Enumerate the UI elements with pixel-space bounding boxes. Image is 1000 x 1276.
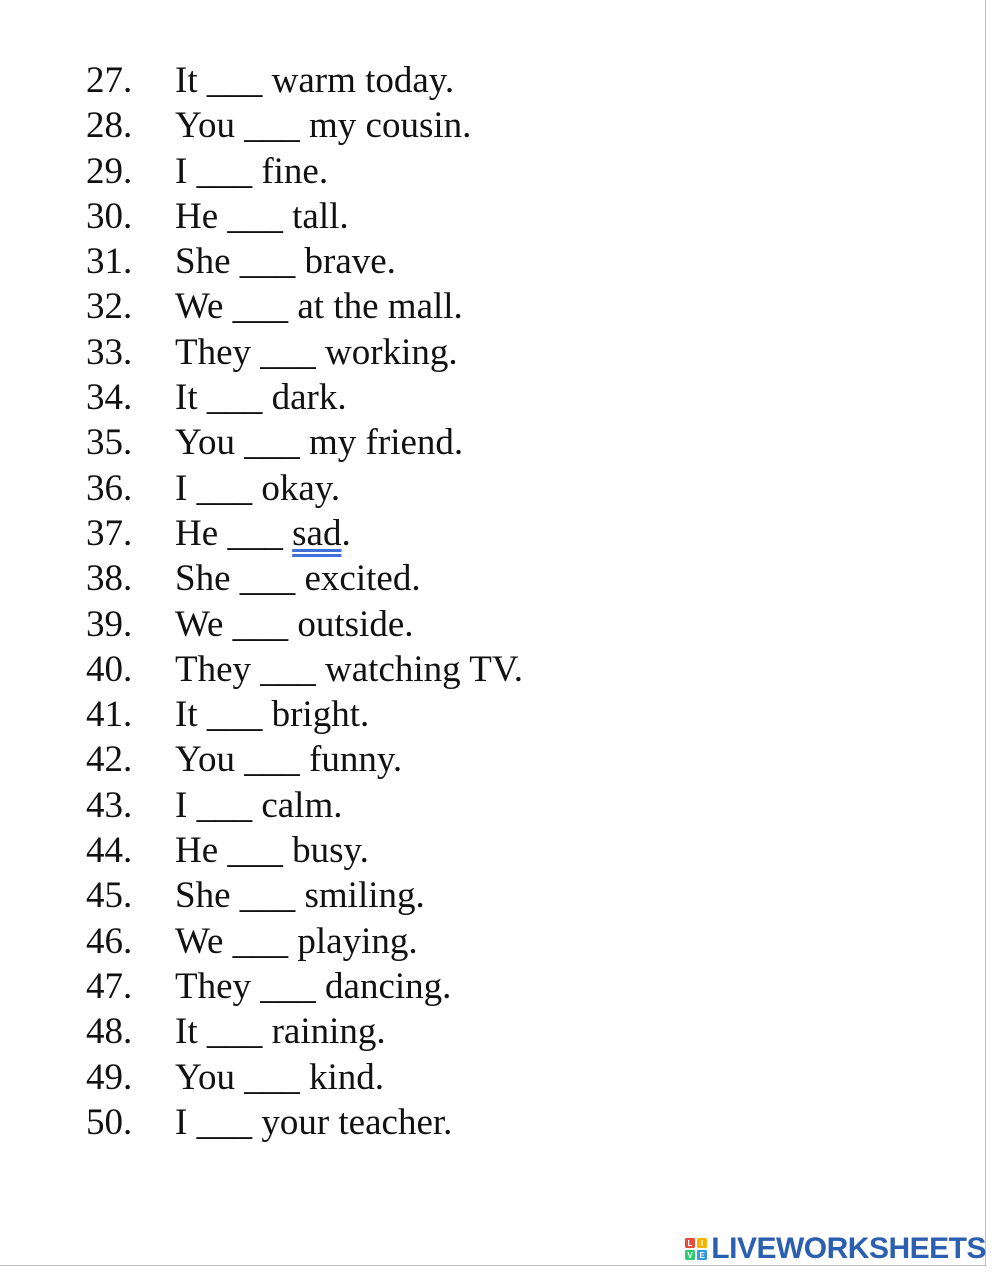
exercise-number: 36. (86, 467, 133, 509)
exercise-number: 37. (86, 512, 133, 554)
exercise-sentence: They ___ dancing. (175, 965, 452, 1007)
exercise-number: 47. (86, 965, 133, 1007)
exercise-sentence: They ___ watching TV. (175, 648, 524, 690)
exercise-number: 32. (86, 286, 133, 328)
brand-name: LIVEWORKSHEETS (711, 1232, 986, 1265)
spellcheck-underlined-word: sad (292, 512, 342, 554)
exercise-number: 48. (86, 1011, 133, 1053)
exercise-sentence: She ___ brave. (175, 241, 396, 283)
exercise-item (86, 647, 523, 692)
exercise-item (86, 58, 523, 103)
exercise-number: 31. (86, 241, 133, 283)
exercise-number: 34. (86, 377, 133, 419)
exercise-sentence: They ___ working. (175, 331, 458, 373)
exercise-number: 35. (86, 422, 133, 464)
exercise-sentence: I ___ fine. (175, 150, 329, 192)
exercise-sentence: It ___ dark. (175, 377, 347, 419)
exercise-item (86, 375, 523, 420)
exercise-sentence: He ___ tall. (175, 195, 349, 237)
exercise-sentence: We ___ outside. (175, 603, 414, 645)
exercise-item (86, 511, 523, 556)
exercise-sentence: She ___ smiling. (175, 875, 425, 917)
exercise-item (86, 873, 523, 918)
exercise-number: 40. (86, 648, 133, 690)
exercise-sentence: It ___ warm today. (175, 60, 455, 101)
exercise-item (86, 964, 523, 1009)
brand-watermark (685, 1232, 986, 1266)
sentence-part: He ___ (175, 512, 293, 554)
exercise-list (86, 58, 523, 1145)
exercise-item (86, 1100, 523, 1145)
exercise-item (86, 737, 523, 782)
exercise-number: 43. (86, 784, 133, 826)
exercise-number: 39. (86, 603, 133, 645)
exercise-sentence: She ___ excited. (175, 558, 421, 600)
exercise-number: 42. (86, 739, 133, 781)
exercise-item (86, 602, 523, 647)
exercise-item (86, 103, 523, 148)
exercise-item (86, 284, 523, 329)
sentence-part: . (341, 512, 351, 554)
exercise-number: 33. (86, 331, 133, 373)
exercise-sentence: You ___ my cousin. (175, 105, 472, 147)
exercise-sentence: I ___ okay. (175, 467, 341, 509)
exercise-sentence (175, 511, 351, 556)
svg-text:L: L (687, 1239, 693, 1248)
exercise-item (86, 466, 523, 511)
exercise-number: 29. (86, 150, 133, 192)
exercise-item (86, 556, 523, 601)
exercise-item (86, 330, 523, 375)
exercise-sentence: I ___ your teacher. (175, 1101, 453, 1143)
svg-text:I: I (701, 1239, 704, 1248)
exercise-number: 49. (86, 1056, 133, 1098)
exercise-item (86, 783, 523, 828)
exercise-item (86, 692, 523, 737)
exercise-sentence: I ___ calm. (175, 784, 343, 826)
exercise-sentence: You ___ my friend. (175, 422, 464, 464)
exercise-number: 27. (86, 60, 133, 101)
exercise-item (86, 149, 523, 194)
exercise-sentence: We ___ at the mall. (175, 286, 463, 328)
exercise-number: 46. (86, 920, 133, 962)
exercise-number: 30. (86, 195, 133, 237)
exercise-number: 44. (86, 830, 133, 872)
exercise-item (86, 420, 523, 465)
exercise-item (86, 828, 523, 873)
exercise-number: 45. (86, 875, 133, 917)
exercise-item (86, 1055, 523, 1100)
svg-text:V: V (687, 1251, 693, 1260)
exercise-item (86, 194, 523, 239)
exercise-item (86, 239, 523, 284)
exercise-number: 28. (86, 105, 133, 147)
exercise-sentence: You ___ funny. (175, 739, 403, 781)
exercise-sentence: He ___ busy. (175, 830, 369, 872)
exercise-sentence: It ___ bright. (175, 694, 370, 736)
exercise-sentence: You ___ kind. (175, 1056, 385, 1098)
exercise-number: 38. (86, 558, 133, 600)
exercise-sentence: We ___ playing. (175, 920, 418, 962)
exercise-number: 50. (86, 1101, 133, 1143)
exercise-item (86, 919, 523, 964)
exercise-sentence: It ___ raining. (175, 1011, 386, 1053)
exercise-number: 41. (86, 694, 133, 736)
svg-text:E: E (699, 1251, 705, 1260)
liveworksheets-logo-icon (685, 1238, 707, 1260)
exercise-item (86, 1009, 523, 1054)
